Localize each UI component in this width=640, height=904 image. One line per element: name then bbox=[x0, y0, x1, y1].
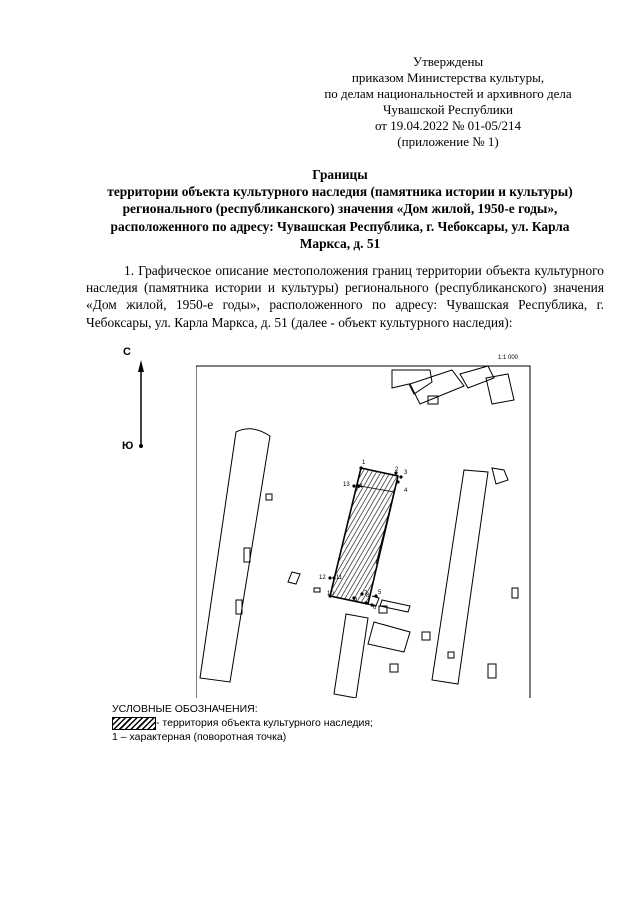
point-label: 7 bbox=[364, 591, 368, 597]
point-label: 1 bbox=[362, 460, 366, 466]
legend-point-text: – характерная (поворотная точка) bbox=[117, 731, 287, 743]
arrow-icon bbox=[118, 346, 158, 466]
title-line: территории объекта культурного наследия (памятника истории и культуры) bbox=[107, 184, 573, 200]
point-label: 4 bbox=[404, 488, 408, 494]
legend-point-number: 1 bbox=[112, 731, 118, 743]
point-label: 9 bbox=[354, 598, 358, 604]
north-label: С bbox=[123, 346, 131, 358]
point-label: 12 bbox=[319, 575, 326, 581]
approval-line: Утверждены bbox=[412, 54, 484, 69]
north-arrow bbox=[118, 346, 158, 466]
map-legend bbox=[112, 702, 373, 744]
hatch-swatch-icon bbox=[112, 717, 156, 730]
point-label: 13 bbox=[343, 482, 350, 488]
approval-line: от 19.04.2022 № 01-05/214 bbox=[374, 118, 522, 133]
title-line: расположенного по адресу: Чувашская Республика, г. Чебоксары, ул. Карла bbox=[110, 218, 570, 234]
legend-heading: УСЛОВНЫЕ ОБОЗНАЧЕНИЯ: bbox=[112, 703, 258, 715]
approval-line: по делам национальностей и архивного дела bbox=[324, 86, 572, 101]
approval-line: (приложение № 1) bbox=[397, 134, 499, 149]
title-line: регионального (республиканского) значения «Дом жилой, 1950-е годы», bbox=[122, 201, 558, 217]
point-label: 10 bbox=[327, 591, 334, 597]
title-line: Маркса, д. 51 bbox=[299, 235, 381, 251]
map-scale: 1:1 000 bbox=[498, 355, 519, 361]
legend-territory-row bbox=[112, 716, 373, 730]
paragraph-text: 1. Графическое описание местоположения границ территории объекта культурного наследия (памятника истории и культуры) регионального (республиканского) значения «Дом жилой, 1950-е годы», расположенного по адресу: Чувашская Республика, г. Чебоксары, ул. Карла Маркса, д. 51 (далее - объект культурного наследия): bbox=[86, 263, 604, 330]
point-label: 3 bbox=[404, 470, 408, 476]
point-label: 6 bbox=[373, 605, 377, 611]
site-plan-map bbox=[196, 352, 534, 698]
map-drawing bbox=[196, 352, 534, 698]
legend-territory-text: - территория объекта культурного наследия; bbox=[156, 717, 374, 729]
point-label: 8 bbox=[366, 593, 370, 599]
point-label: 2 bbox=[395, 467, 399, 473]
south-label: Ю bbox=[122, 440, 134, 452]
approval-line: Чувашской Республики bbox=[382, 102, 514, 117]
description-paragraph bbox=[86, 262, 604, 331]
document-title bbox=[80, 166, 600, 252]
point-label: 5 bbox=[378, 590, 382, 596]
approval-block bbox=[298, 54, 598, 150]
title-line: Границы bbox=[312, 167, 368, 182]
approval-line: приказом Министерства культуры, bbox=[351, 70, 545, 85]
point-label: 14 bbox=[356, 484, 363, 490]
point-label: 11 bbox=[336, 575, 343, 581]
legend-point-row bbox=[112, 730, 373, 744]
